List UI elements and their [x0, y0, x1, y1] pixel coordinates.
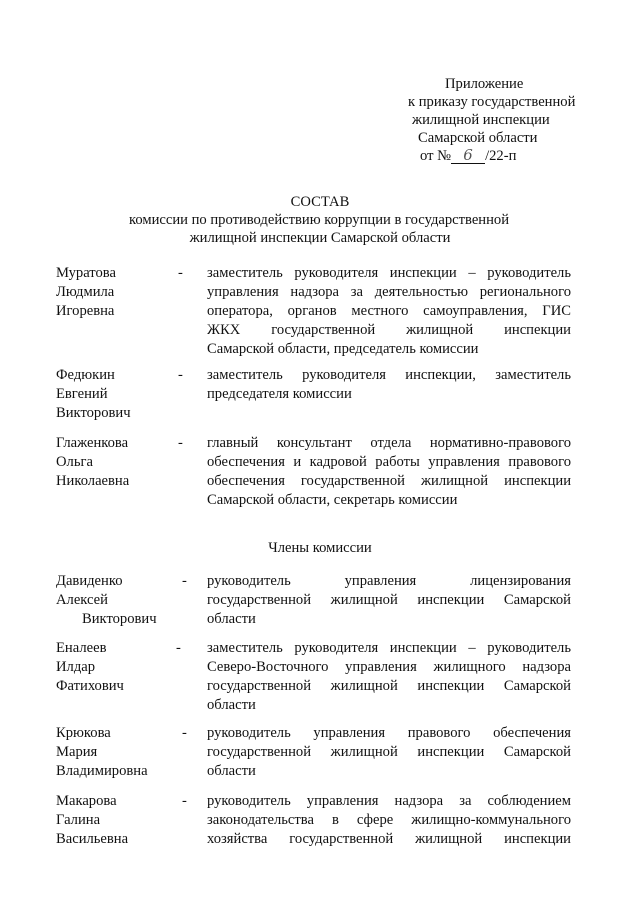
member-surname: Федюкин — [56, 367, 115, 383]
duty-line: государственной жилищной инспекции Самарской — [207, 678, 571, 694]
member-duty — [207, 264, 571, 359]
member-first-name: Мария — [56, 744, 98, 760]
member-patronymic: Фатихович — [56, 678, 124, 694]
title-heading: СОСТАВ — [290, 194, 350, 210]
member-dash: - — [182, 573, 187, 589]
member-dash: - — [182, 793, 187, 809]
document-title — [0, 193, 640, 247]
member-duty — [207, 434, 571, 510]
member-name — [56, 366, 176, 423]
member-name — [56, 264, 176, 321]
member-dash: - — [178, 367, 183, 383]
order-prefix: от № — [420, 148, 452, 164]
members-heading: Члены комиссии — [268, 540, 372, 556]
appendix-title: Приложение — [445, 76, 524, 92]
duty-line: заместитель руководителя инспекции – руководитель — [207, 265, 571, 281]
member-surname: Давиденко — [56, 573, 123, 589]
order-number-handwritten: 6 — [451, 148, 485, 164]
appendix-line-region: Самарской области — [418, 130, 538, 146]
duty-line: руководитель управления лицензирования — [207, 573, 571, 589]
duty-line: государственной жилищной инспекции Самарской — [207, 744, 571, 760]
duty-line: руководитель управления надзора за соблюдением — [207, 793, 571, 809]
appendix-line-inspection: жилищной инспекции — [412, 112, 550, 128]
member-patronymic: Игоревна — [56, 303, 115, 319]
member-name — [56, 724, 176, 781]
member-dash: - — [182, 725, 187, 741]
member-name — [56, 572, 176, 629]
duty-line: государственной жилищной инспекции Самарской — [207, 592, 571, 608]
duty-line: главный консультант отдела нормативно-правового — [207, 435, 571, 451]
member-patronymic: Васильевна — [56, 831, 129, 847]
member-first-name: Алексей — [56, 592, 108, 608]
title-line-3: жилищной инспекции Самарской области — [189, 230, 451, 246]
duty-line: законодательства в сфере жилищно-коммунального — [207, 812, 571, 828]
member-name — [56, 639, 176, 696]
member-patronymic: Викторович — [56, 405, 131, 421]
member-surname: Еналеев — [56, 640, 107, 656]
member-dash: - — [178, 265, 183, 281]
duty-line: области — [207, 611, 256, 627]
duty-line: области — [207, 763, 256, 779]
member-patronymic: Викторович — [82, 611, 157, 627]
member-first-name: Людмила — [56, 284, 115, 300]
duty-line: заместитель руководителя инспекции – руководитель — [207, 640, 571, 656]
member-surname: Макарова — [56, 793, 117, 809]
duty-line: управления надзора за деятельностью регионального — [207, 284, 571, 300]
member-first-name: Ольга — [56, 454, 93, 470]
member-duty — [207, 366, 571, 404]
order-suffix: /22-п — [485, 148, 517, 164]
duty-line: хозяйства государственной жилищной инспекции — [207, 831, 571, 847]
title-line-2: комиссии по противодействию коррупции в государственной — [128, 212, 510, 228]
member-surname: Глаженкова — [56, 435, 129, 451]
duty-line: области — [207, 697, 256, 713]
member-first-name: Евгений — [56, 386, 108, 402]
member-first-name: Илдар — [56, 659, 96, 675]
member-surname: Муратова — [56, 265, 116, 281]
member-duty — [207, 724, 571, 781]
member-patronymic: Николаевна — [56, 473, 130, 489]
duty-line: председателя комиссии — [207, 386, 352, 402]
member-surname: Крюкова — [56, 725, 111, 741]
appendix-line-order: к приказу государственной — [408, 94, 576, 110]
member-dash: - — [178, 435, 183, 451]
member-duty — [207, 572, 571, 629]
member-first-name: Галина — [56, 812, 101, 828]
duty-line: заместитель руководителя инспекции, заместитель — [207, 367, 571, 383]
duty-line: обеспечения и кадровой работы управления правового — [207, 454, 571, 470]
duty-line: Самарской области, председатель комиссии — [207, 341, 479, 357]
duty-line: оператора, органов местного самоуправления, ГИС — [207, 303, 571, 319]
appendix-order-number-line — [408, 147, 608, 165]
member-duty — [207, 792, 571, 849]
duty-line: ЖКХ государственной жилищной инспекции — [207, 322, 571, 338]
member-name — [56, 792, 176, 849]
duty-line: Северо-Восточного управления жилищного надзора — [207, 659, 571, 675]
duty-line: Самарской области, секретарь комиссии — [207, 492, 458, 508]
duty-line: руководитель управления правового обеспечения — [207, 725, 571, 741]
duty-line: обеспечения государственной жилищной инспекции — [207, 473, 571, 489]
member-duty — [207, 639, 571, 715]
member-name — [56, 434, 176, 491]
member-patronymic: Владимировна — [56, 763, 148, 779]
appendix-block — [408, 75, 608, 165]
member-dash: - — [176, 640, 181, 656]
